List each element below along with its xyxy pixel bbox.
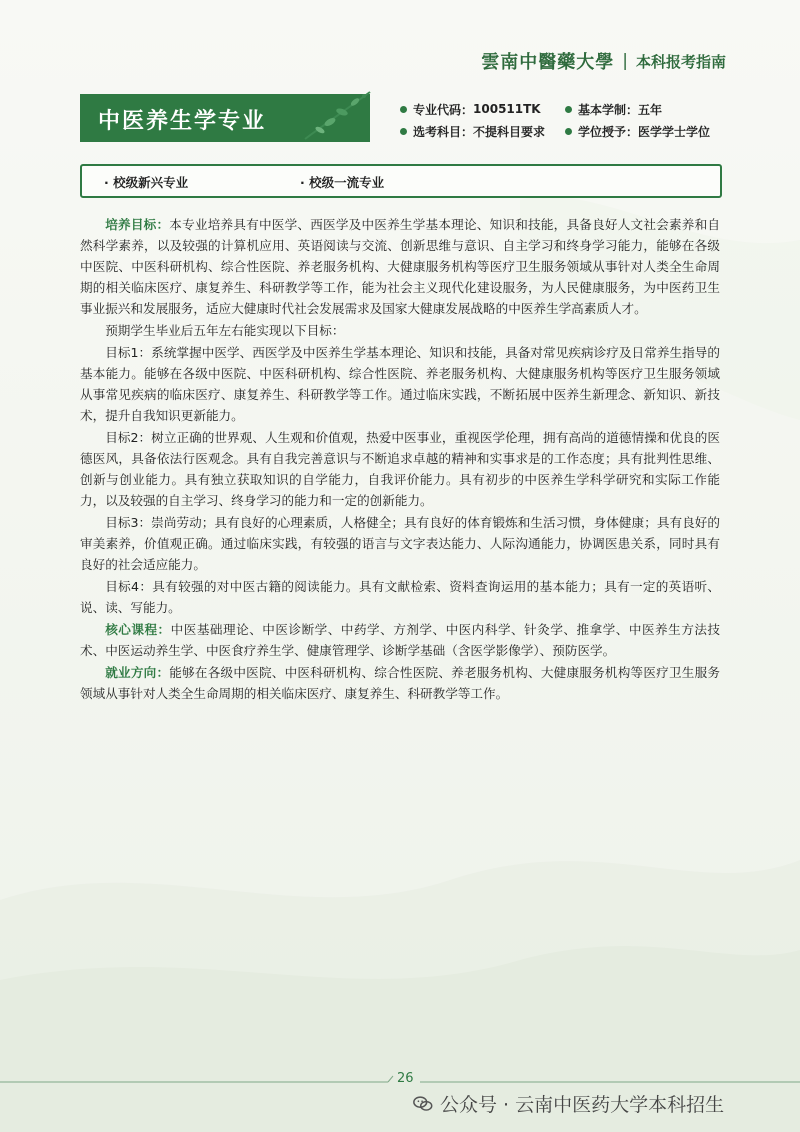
tag-first-class-major: · 校级一流专业 [300,175,385,190]
branch-decoration-icon [300,84,380,144]
info-row [400,98,730,120]
info-label: 专业代码： [413,102,474,117]
info-label: 学位授予： [578,124,639,139]
major-tags-box [80,164,722,198]
goal-3-paragraph: 目标3：崇尚劳动；具有良好的心理素质，人格健全；具有良好的体育锻炼和生活习惯，身体健康；具有良好的审美素养，价值观正确。通过临床实践，有较强的语言与文字表达能力、人际沟通能力，协调医患关系，同时具有良好的社会适应能力。 [80,515,720,572]
expectation-paragraph: 预期学生毕业后五年左右能实现以下目标： [105,323,345,338]
goal-1-paragraph: 目标1：系统掌握中医学、西医学及中医养生学基本理论、知识和技能，具备对常见疾病诊疗及日常养生指导的基本能力。能够在各级中医院、中医科研机构、综合性医院、养老服务机构、大健康服务机构等医疗卫生服务领域从事常见疾病的临床医疗、康复养生、科研教学等工作。通过临床实践，不断拓展中医养生新理念、新知识、新技术，提升自我知识更新能力。 [80,345,720,423]
wechat-watermark [412,1090,724,1117]
courses-label: 核心课程： [105,622,171,637]
tag-emerging-major: · 校级新兴专业 [104,175,189,190]
goal-2-paragraph: 目标2：树立正确的世界观、人生观和价值观，热爱中医事业，重视医学伦理，拥有高尚的道德情操和优良的医德医风，具备依法行医观念。具有自我完善意识与不断追求卓越的精神和实事求是的工作态度；具有批判性思维、创新与创业能力。具有独立获取知识的自学能力，自我评价能力。具有初步的中医养生学科学研究和实际工作能力，以及较强的自主学习、终身学习的能力和一定的创新能力。 [80,430,720,508]
header-separator: | [622,51,628,71]
wechat-icon [412,1093,434,1115]
goal-4-paragraph: 目标4：具有较强的对中医古籍的阅读能力。具有文献检索、资料查询运用的基本能力；具有一定的英语听、说、读、写能力。 [80,579,720,615]
info-value: 100511TK [473,102,541,116]
objective-label: 培养目标： [105,217,170,232]
courses-paragraph [80,619,720,661]
bullet-icon [400,106,407,113]
major-info-grid [400,98,730,142]
bullet-icon [400,128,407,135]
major-description [80,214,720,705]
info-degree [565,123,730,140]
info-major-code [400,101,565,118]
page-number: 26 [397,1071,414,1086]
major-title: 中医养生学专业 [98,109,267,134]
career-label: 就业方向： [105,665,170,680]
info-value: 五年 [638,102,663,117]
objective-paragraph [80,214,720,319]
info-value: 医学学士学位 [638,124,711,139]
header-brand [481,48,726,74]
bullet-icon [565,106,572,113]
info-duration [565,101,730,118]
info-label: 选考科目： [413,124,474,139]
wechat-account-name: 公众号 · 云南中医药大学本科招生 [440,1094,725,1116]
info-value: 不提科目要求 [473,124,546,139]
career-text: 能够在各级中医院、中医科研机构、综合性医院、养老服务机构、大健康服务机构等医疗卫生服务领域从事针对人类全生命周期的相关临床医疗、康复养生、科研教学等工作。 [80,665,721,701]
career-paragraph [80,662,720,704]
info-row [400,120,730,142]
info-subjects [400,123,565,140]
bullet-icon [565,128,572,135]
guide-title: 本科报考指南 [635,52,726,71]
school-logo-text: 雲南中醫藥大學 [481,52,615,73]
objective-text: 本专业培养具有中医学、西医学及中医养生学基本理论、知识和技能，具备良好人文社会素养和自然科学素养，以及较强的计算机应用、英语阅读与交流、创新思维与意识、自主学习和终身学习能力，能够在各级中医院、中医科研机构、综合性医院、养老服务机构、大健康服务机构等医疗卫生服务领域从事针对人类全生命周期的相关临床医疗、康复养生、科研教学等工作，能为社会主义现代化建设服务，为人民健康服务，为中医药卫生事业振兴和发展服务，适应大健康时代社会发展需求及国家大健康发展战略的中医养生学高素质人才。 [80,217,721,316]
courses-text: 中医基础理论、中医诊断学、中药学、方剂学、中医内科学、针灸学、推拿学、中医养生方法技术、中医运动养生学、中医食疗养生学、健康管理学、诊断学基础（含医学影像学）、预防医学。 [80,622,721,658]
info-label: 基本学制： [578,102,639,117]
